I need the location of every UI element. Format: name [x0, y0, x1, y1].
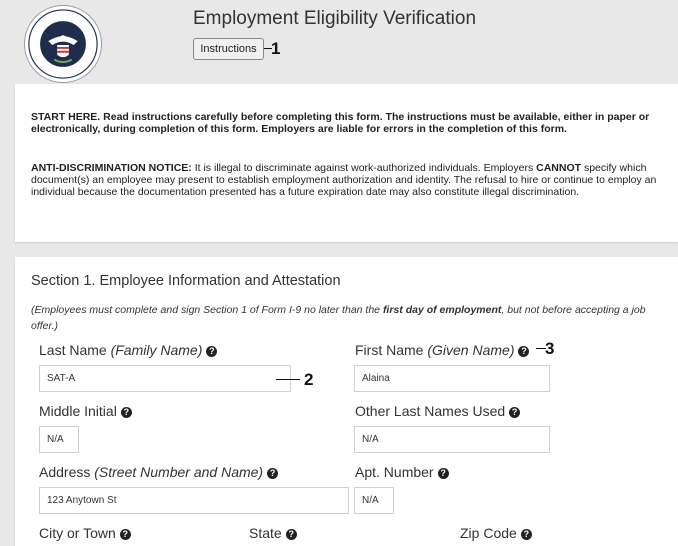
address-label: Address (Street Number and Name) ? [39, 464, 278, 480]
anti-discrimination-cannot: CANNOT [536, 162, 582, 174]
apt-number-help-icon[interactable]: ? [438, 468, 449, 479]
first-name-label: First Name (Given Name) ? [355, 342, 529, 358]
address-input[interactable]: 123 Anytown St [39, 487, 349, 514]
address-help-icon[interactable]: ? [267, 468, 278, 479]
anti-discrimination-text-1: It is illegal to discriminate against work-authorized individuals. Employers [191, 162, 537, 174]
callout-3-number: 3 [545, 339, 555, 358]
anti-discrimination-notice [31, 162, 671, 198]
city-label: City or Town ? [39, 525, 131, 541]
anti-discrimination-text-2: specify which document(s) an employee may present to establish employment authorization and identity. The refusal to hire or continue to employ an individual because the documentation presented has a future expiration date may also constitute illegal discrimination. [31, 162, 657, 198]
last-name-label: Last Name (Family Name) ? [39, 342, 217, 358]
state-help-icon[interactable]: ? [286, 529, 297, 540]
section1-note [31, 302, 671, 334]
instructions-button[interactable]: Instructions [193, 38, 264, 60]
middle-initial-label: Middle Initial ? [39, 403, 132, 419]
last-name-help-icon[interactable]: ? [206, 346, 217, 357]
other-last-names-input[interactable]: N/A [354, 426, 550, 453]
middle-initial-help-icon[interactable]: ? [121, 407, 132, 418]
first-name-input[interactable]: Alaina [354, 365, 550, 392]
city-help-icon[interactable]: ? [120, 529, 131, 540]
middle-initial-input[interactable]: N/A [39, 426, 79, 453]
section1-note-text-1: (Employees must complete and sign Section 1 of Form I-9 no later than the [31, 304, 383, 316]
start-here-notice: START HERE. Read instructions carefully before completing this form. The instructions must be available, either in paper or electronically, during completion of this form. Employers are liable for errors in the completion of this form. [31, 111, 650, 135]
apt-number-input[interactable]: N/A [354, 487, 394, 514]
zip-code-help-icon[interactable]: ? [521, 529, 532, 540]
callout-2-line [276, 379, 300, 380]
section1-title: Section 1. Employee Information and Attestation [31, 273, 341, 289]
zip-code-label: Zip Code ? [460, 525, 532, 541]
last-name-input[interactable]: SAT-A [39, 365, 291, 392]
other-last-names-help-icon[interactable]: ? [509, 407, 520, 418]
callout-1-number: 1 [271, 39, 281, 58]
anti-discrimination-label: ANTI-DISCRIMINATION NOTICE: [31, 162, 192, 174]
other-last-names-label: Other Last Names Used ? [355, 403, 520, 419]
callout-2-number: 2 [304, 370, 314, 389]
dhs-seal-logo [24, 5, 102, 83]
section1-note-text-2: , but not before accepting a job offer.) [31, 304, 646, 332]
page-title: Employment Eligibility Verification [193, 8, 477, 29]
state-label: State ? [249, 525, 297, 541]
section1-note-bold: first day of employment [382, 304, 502, 316]
first-name-help-icon[interactable]: ? [518, 346, 529, 357]
apt-number-label: Apt. Number ? [355, 464, 449, 480]
